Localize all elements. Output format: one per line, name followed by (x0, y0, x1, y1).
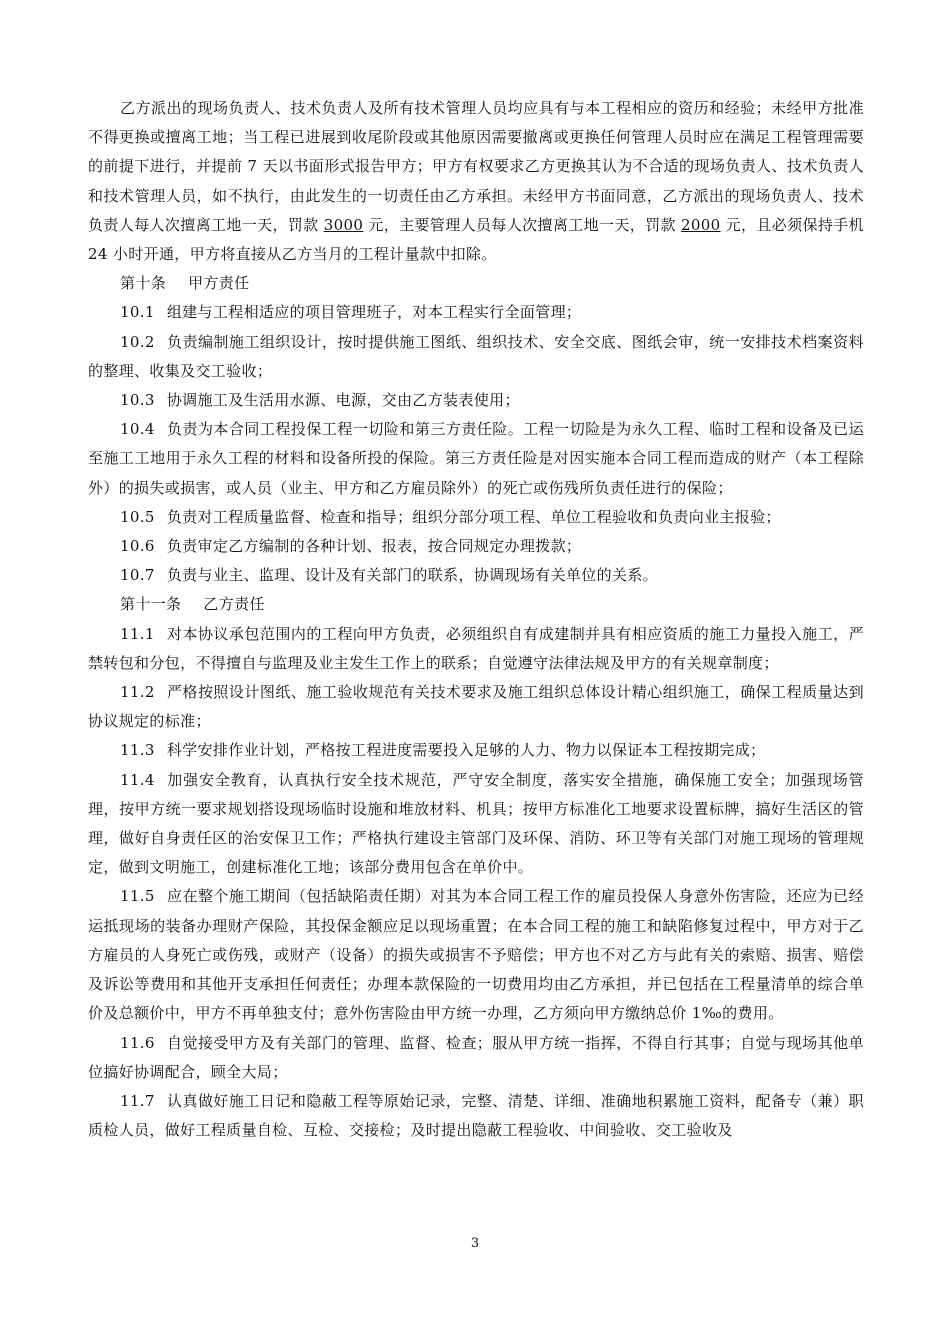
clause-text: 认真做好施工日记和隐蔽工程等原始记录，完整、清楚、详细、准确地积累施工资料，配备专（兼）职质检人员，做好工程质量自检、互检、交接检；及时提出隐蔽工程验收、中间验收、交工验收及 (88, 1091, 864, 1140)
fine-amount-2: 2000 (680, 215, 721, 234)
clause-number: 11.5 (120, 887, 155, 906)
clause-11-4 (88, 766, 864, 883)
clause-11-5 (88, 882, 864, 1028)
document-page (88, 94, 864, 1145)
clause-number: 10.3 (120, 391, 155, 410)
clause-number: 10.4 (120, 420, 155, 439)
clause-number: 11.4 (120, 770, 155, 789)
clause-10-7 (88, 561, 864, 590)
clause-11-3 (88, 736, 864, 765)
clause-10-3 (88, 386, 864, 415)
fine-amount-1: 3000 (323, 215, 364, 234)
clause-text: 负责编制施工组织设计，按时提供施工图纸、组织技术、安全交底、图纸会审，统一安排技术档案资料的整理、收集及交工验收； (88, 332, 864, 380)
clause-text: 加强安全教育，认真执行安全技术规范，严守安全制度，落实安全措施，确保施工安全；加强现场管理，按甲方统一要求规划搭设现场临时设施和堆放材料、机具；按甲方标准化工地要求设置标牌，搞好生活区的管理，做好自身责任区的治安保卫工作；严格执行建设主管部门及环保、消防、环卫等有关部门对施工现场的管理规定，做到文明施工，创建标准化工地；该部分费用包含在单价中。 (88, 770, 864, 877)
article-11-title: 乙方责任 (203, 595, 265, 614)
article-11-label: 第十一条 (120, 595, 182, 614)
clause-10-4 (88, 415, 864, 503)
clause-text: 负责对工程质量监督、检查和指导；组织分部分项工程、单位工程验收和负责向业主报验； (166, 507, 781, 526)
clause-text: 应在整个施工期间（包括缺陷责任期）对其为本合同工程工作的雇员投保人身意外伤害险，还应为已经运抵现场的装备办理财产保险，其投保金额应足以现场重置；在本合同工程的施工和缺陷修复过程中，甲方对于乙方雇员的人身死亡或伤残，或财产（设备）的损失或损害不予赔偿；甲方也不对乙方与此有关的索赔、损害、赔偿及诉讼等费用和其他开支承担任何责任；办理本款保险的一切费用均由乙方承担，并已包括在工程量清单的综合单价及总额价中，甲方不再单独支付；意外伤害险由甲方统一办理，乙方须向甲方缴纳总价 1‰的费用。 (88, 887, 864, 1023)
clause-10-6 (88, 532, 864, 561)
clause-text: 对本协议承包范围内的工程向甲方负责，必须组织自有成建制并具有相应资质的施工力量投入施工，严禁转包和分包，不得擅自与监理及业主发生工作上的联系；自觉遵守法律法规及甲方的有关规章制度； (88, 624, 864, 672)
clause-text: 组建与工程相适应的项目管理班子，对本工程实行全面管理； (166, 303, 582, 322)
clause-11-7 (88, 1087, 864, 1145)
clause-11-2 (88, 678, 864, 736)
clause-text: 自觉接受甲方及有关部门的管理、监督、检查；服从甲方统一指挥，不得自行其事；自觉与现场其他单位搞好协调配合，顾全大局； (88, 1033, 864, 1081)
clause-number: 10.6 (120, 537, 155, 556)
clause-text: 负责与业主、监理、设计及有关部门的联系，协调现场有关单位的关系。 (166, 566, 659, 585)
intro-paragraph (88, 94, 864, 269)
clause-10-1 (88, 298, 864, 327)
clause-number: 11.7 (120, 1091, 155, 1110)
clause-number: 11.3 (120, 741, 155, 760)
clause-number: 10.7 (120, 566, 155, 585)
clause-text: 协调施工及生活用水源、电源，交由乙方装表使用； (166, 391, 520, 410)
intro-text-1: 乙方派出的现场负责人、技术负责人及所有技术管理人员均应具有与本工程相应的资历和经验；未经甲方批准不得更换或擅离工地；当工程已进展到收尾阶段或其他原因需要撤离或更换任何管理人员时应在满足工程管理需要的前提下进行，并提前 7 天以书面形式报告甲方；甲方有权要求乙方更换其认为不合适的现场负责人、技术负责人和技术管理人员，如不执行，由此发生的一切责任由乙方承担。未经甲方书面同意，乙方派出的现场负责人、技术负责人每人次擅离工地一天，罚款 (88, 99, 864, 234)
clause-text: 科学安排作业计划，严格按工程进度需要投入足够的人力、物力以保证本工程按期完成； (166, 741, 766, 760)
clause-number: 10.5 (120, 507, 155, 526)
clause-text: 严格按照设计图纸、施工验收规范有关技术要求及施工组织总体设计精心组织施工，确保工程质量达到协议规定的标准； (88, 683, 864, 731)
article-10-title: 甲方责任 (188, 274, 250, 293)
article-10-label: 第十条 (120, 274, 167, 293)
clause-text: 负责审定乙方编制的各种计划、报表，按合同规定办理拨款； (166, 537, 582, 556)
clause-11-1 (88, 620, 864, 678)
clause-text: 负责为本合同工程投保工程一切险和第三方责任险。工程一切险是为永久工程、临时工程和设备及已运至施工工地用于永久工程的材料和设备所投的保险。第三方责任险是对因实施本合同工程而造成的财产（本工程除外）的损失或损害，或人员（业主、甲方和乙方雇员除外）的死亡或伤残所负责任进行的保险； (88, 420, 864, 497)
clause-10-5 (88, 503, 864, 532)
clause-11-6 (88, 1029, 864, 1087)
article-11-heading (88, 590, 864, 619)
page-number: 3 (470, 1236, 480, 1251)
clause-10-2 (88, 328, 864, 386)
clause-number: 11.2 (120, 683, 155, 702)
clause-number: 10.2 (120, 332, 155, 351)
intro-text-3: 元，且必须保持手机 24 小时开通，甲方将直接从乙方当月的工程计量款中扣除。 (88, 215, 864, 264)
clause-number: 10.1 (120, 303, 155, 322)
clause-number: 11.1 (120, 624, 155, 643)
intro-text-2: 元，主要管理人员每人次擅离工地一天，罚款 (363, 215, 681, 234)
clause-number: 11.6 (120, 1033, 155, 1052)
article-10-heading (88, 269, 864, 298)
